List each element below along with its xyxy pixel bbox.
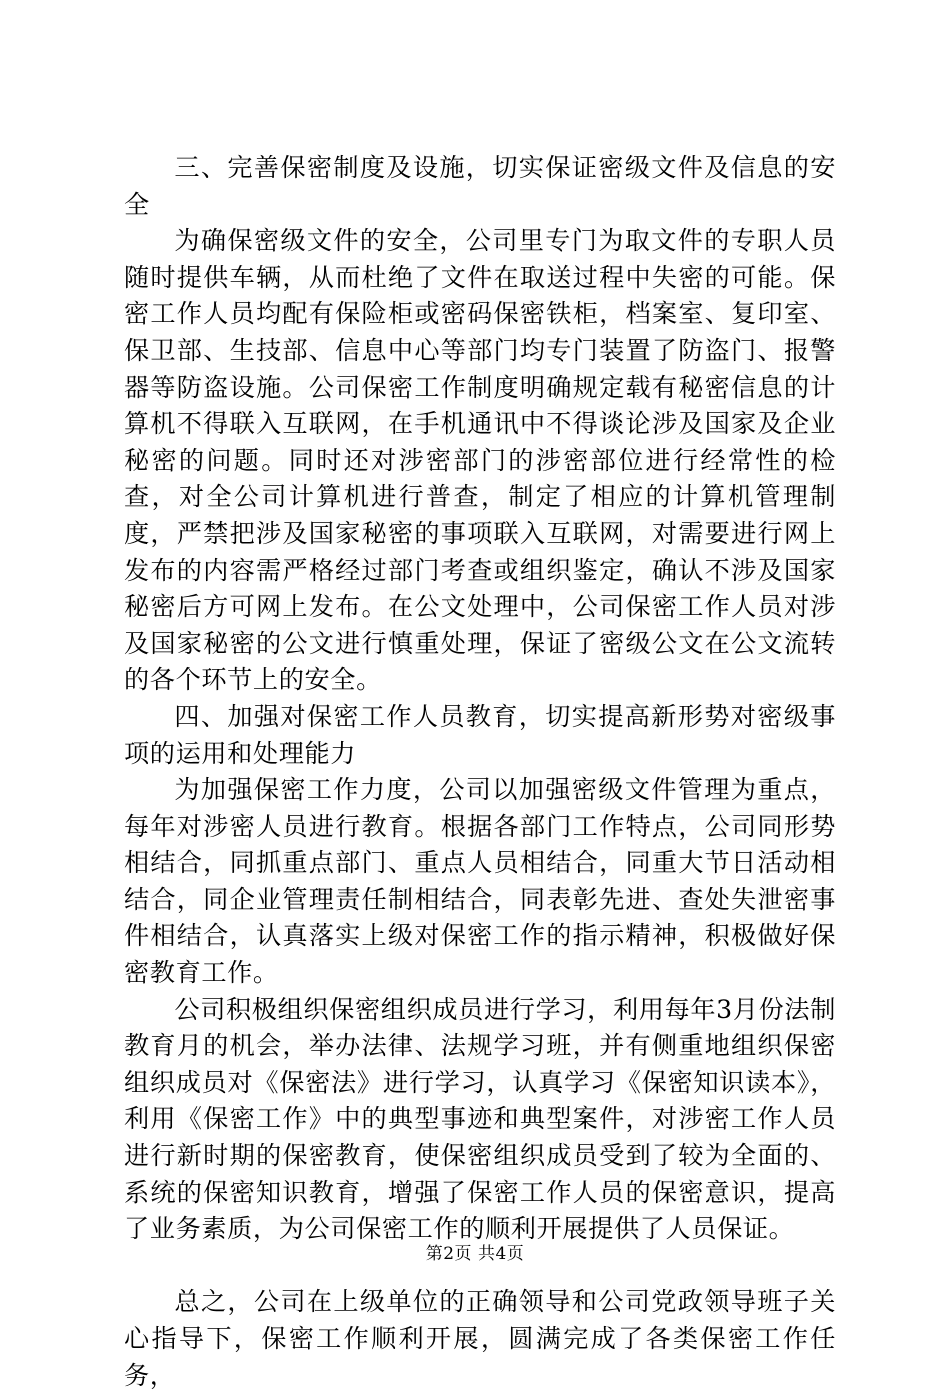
section-heading-3: 三、完善保密制度及设施，切实保证密级文件及信息的安全 [124, 153, 836, 219]
body-paragraph: 为加强保密工作力度，公司以加强密级文件管理为重点，每年对涉密人员进行教育。根据各部门工作特点，公司同形势相结合，同抓重点部门、重点人员相结合，同重大节日活动相结合，同企业管理责任制相结合，同表彰先进、查处失泄密事件相结合，认真落实上级对保密工作的指示精神，积极做好保密教育工作。 [124, 775, 836, 988]
body-paragraph: 公司积极组织保密组织成员进行学习，利用每年3月份法制教育月的机会，举办法律、法规学习班，并有侧重地组织保密组织成员对《保密法》进行学习，认真学习《保密知识读本》，利用《保密工作》中的典型事迹和典型案件，对涉密工作人员进行新时期的保密教育，使保密组织成员受到了较为全面的、系统的保密知识教育，增强了保密工作人员的保密意识，提高了业务素质，为公司保密工作的顺利开展提供了人员保证。 [124, 994, 836, 1244]
page-footer: 第2页 共4页 [425, 1244, 525, 1264]
section-heading-4: 四、加强对保密工作人员教育，切实提高新形势对密级事项的运用和处理能力 [124, 701, 836, 768]
document-body [124, 150, 836, 1394]
body-paragraph: 为确保密级文件的安全，公司里专门为取文件的专职人员随时提供车辆，从而杜绝了文件在取送过程中失密的可能。保密工作人员均配有保险柜或密码保密铁柜，档案室、复印室、保卫部、生技部、信息中心等部门均专门装置了防盗门、报警器等防盗设施。公司保密工作制度明确规定载有秘密信息的计算机不得联入互联网，在手机通讯中不得谈论涉及国家及企业秘密的问题。同时还对涉密部门的涉密部位进行经常性的检查，对全公司计算机进行普查，制定了相应的计算机管理制度，严禁把涉及国家秘密的事项联入互联网，对需要进行网上发布的内容需严格经过部门考查或组织鉴定，确认不涉及国家秘密后方可网上发布。在公文处理中，公司保密工作人员对涉及国家秘密的公文进行慎重处理，保证了密级公文在公文流转的各个环节上的安全。 [124, 226, 836, 695]
conclusion-paragraph: 总之，公司在上级单位的正确领导和公司党政领导班子关心指导下，保密工作顺利开展，圆满完成了各类保密工作任务， [124, 1287, 836, 1390]
